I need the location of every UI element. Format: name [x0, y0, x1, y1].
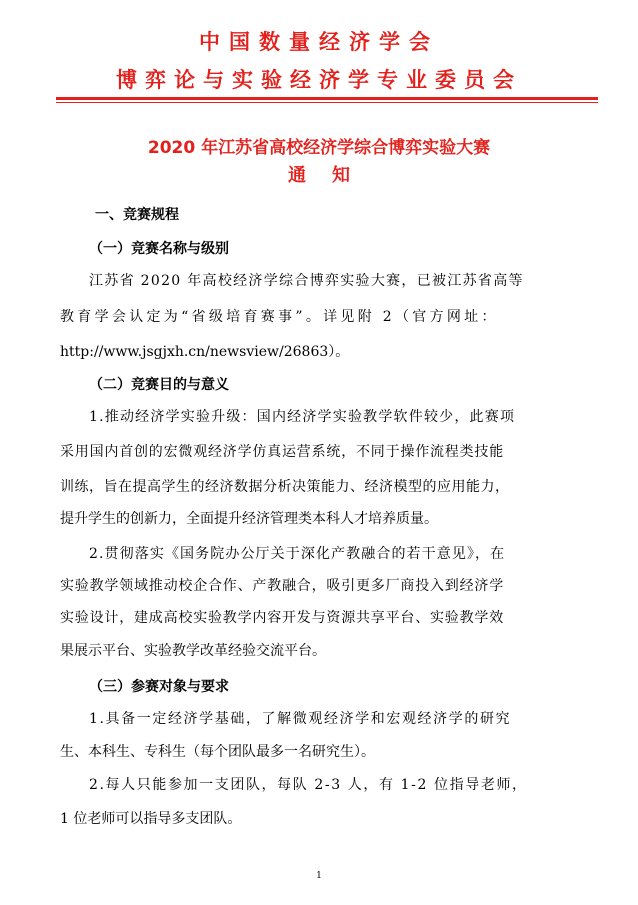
- header-rule-thick: [56, 97, 598, 100]
- paragraph-line: 提升学生的创新力，全面提升经济管理类本科人才培养质量。: [60, 511, 438, 527]
- paragraph-line: 实验设计，建成高校实验教学内容开发与资源共享平台、实验教学效: [60, 610, 504, 626]
- paragraph-line: http://www.jsgjxh.cn/newsview/26863）。: [60, 344, 350, 360]
- subsection-heading: （二）竞赛目的与意义: [89, 377, 229, 393]
- paragraph-line: 2.贯彻落实《国务院办公厅关于深化产教融合的若干意见》，在: [89, 546, 506, 562]
- paragraph-line: 果展示平台、实验教学改革经验交流平台。: [60, 643, 326, 659]
- paragraph-line: 实验教学领域推动校企合作、产教融合，吸引更多厂商投入到经济学: [60, 578, 504, 594]
- paragraph-line: 训练，旨在提高学生的经济数据分析决策能力、经济模型的应用能力，: [60, 479, 510, 495]
- subsection-heading: （三）参赛对象与要求: [89, 679, 229, 695]
- paragraph-line: 2.每人只能参加一支团队，每队 2-3 人，有 1-2 位指导老师，: [89, 777, 528, 793]
- notice-subtitle: 通知: [288, 165, 376, 186]
- page-number: 1: [316, 871, 322, 881]
- org-name-line2: 博弈论与实验经济学专业委员会: [116, 68, 522, 92]
- paragraph-line: 教育学会认定为“省级培育赛事”。详见附 2（官方网址：: [60, 309, 499, 325]
- subsection-heading: （一）竞赛名称与级别: [89, 241, 229, 257]
- paragraph-line: 生、本科生、专科生（每个团队最多一名研究生）。: [60, 744, 375, 760]
- paragraph-line: 采用国内首创的宏微观经济学仿真运营系统，不同于操作流程类技能: [60, 444, 504, 460]
- paragraph-line: 1 位老师可以指导多支团队。: [60, 811, 242, 827]
- paragraph-line: 江苏省 2020 年高校经济学综合博弈实验大赛，已被江苏省高等: [89, 273, 524, 289]
- notice-title: 2020 年江苏省高校经济学综合博弈实验大赛: [147, 138, 491, 158]
- org-name-line1: 中国数量经济学会: [199, 30, 439, 54]
- section-heading: 一、竞赛规程: [95, 207, 179, 223]
- header-rule-thin: [56, 102, 598, 103]
- paragraph-line: 1.推动经济学实验升级：国内经济学实验教学软件较少，此赛项: [89, 409, 516, 425]
- paragraph-line: 1.具备一定经济学基础，了解微观经济学和宏观经济学的研究: [89, 711, 512, 727]
